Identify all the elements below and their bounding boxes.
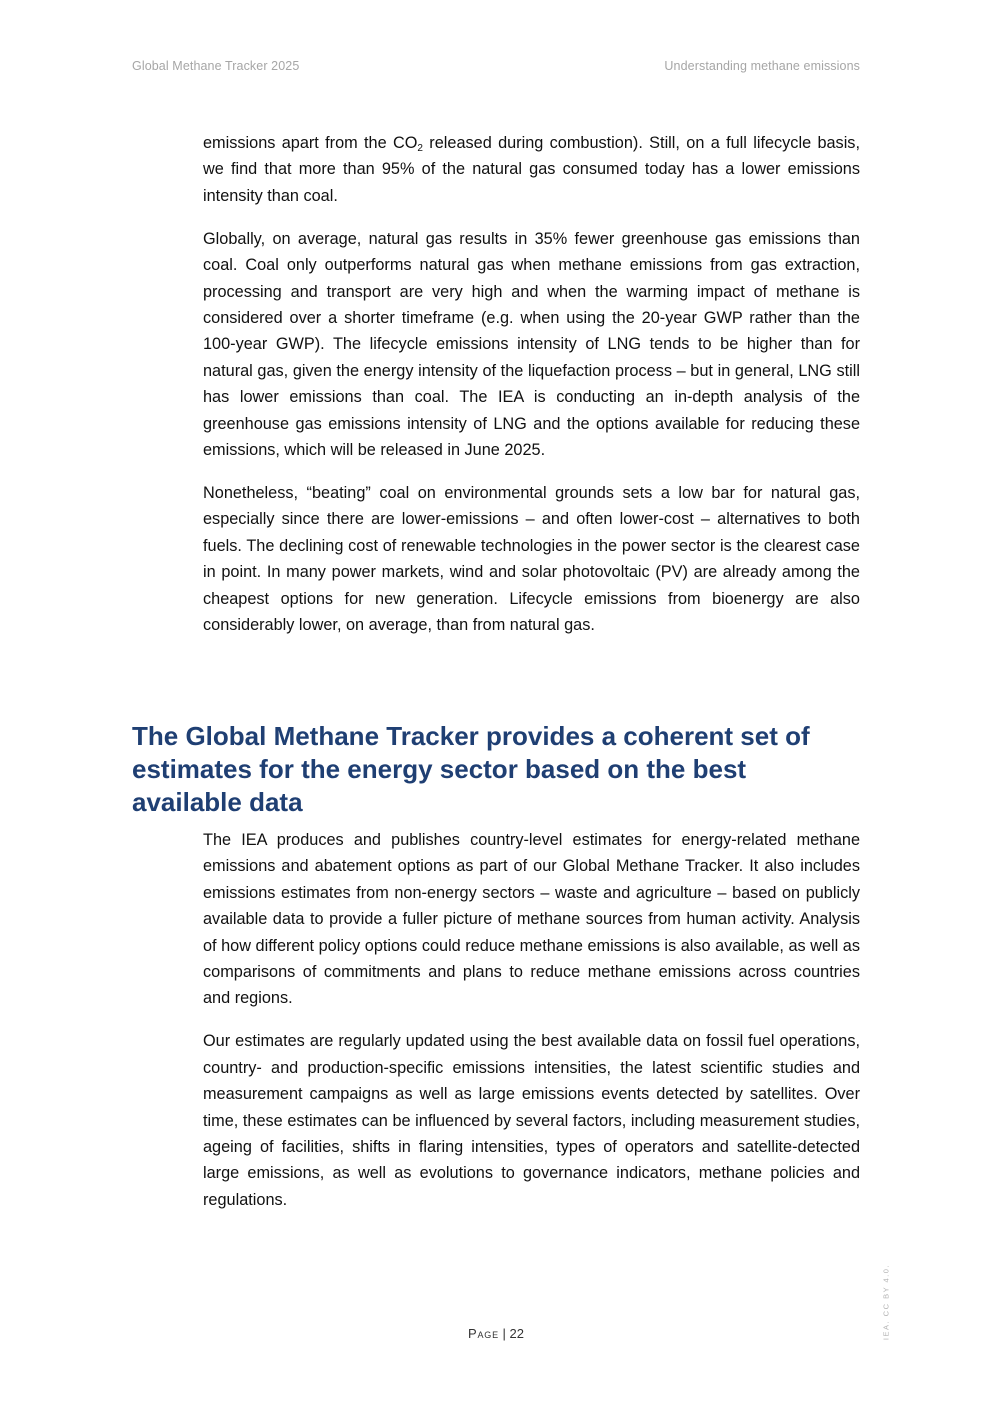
- page-footer: [0, 1326, 992, 1341]
- license-notice: IEA. CC BY 4.0.: [881, 1263, 891, 1341]
- page-number: 22: [509, 1326, 524, 1341]
- paragraph-iea-estimates: The IEA produces and publishes country-level estimates for energy-related methane emissions and abatement options as part of our Global Methane Tracker. It also includes emissions estimates from non-energy sectors – waste and agriculture – based on publicly available data to provide a fuller picture of methane sources from human activity. Analysis of how different policy options could reduce methane emissions is also available, as well as comparisons of commitments and plans to reduce methane emissions across countries and regions.: [203, 831, 860, 1008]
- body-text-top: [203, 130, 860, 655]
- page-label: Page: [468, 1326, 499, 1341]
- body-text-section: [203, 827, 860, 1230]
- page-separator: |: [498, 1326, 510, 1341]
- header-report-title: Global Methane Tracker 2025: [132, 59, 300, 73]
- co2-subscript: 2: [417, 143, 423, 154]
- paragraph-gas-vs-coal: Globally, on average, natural gas results in 35% fewer greenhouse gas emissions than coal. Coal only outperforms natural gas when methane emissions from gas extraction, processing and transport are very high and when the warming impact of methane is considered over a shorter timeframe (e.g. when using the 20-year GWP rather than the 100-year GWP). The lifecycle emissions intensity of LNG tends to be higher than for natural gas, given the energy intensity of the liquefaction process – but in general, LNG still has lower emissions than coal. The IEA is conducting an in-depth analysis of the greenhouse gas emissions intensity of LNG and the options available for reducing these emissions, which will be released in June 2025.: [203, 229, 860, 459]
- paragraph-combustion-start: emissions apart from the CO: [203, 134, 418, 152]
- header-chapter-title: Understanding methane emissions: [664, 59, 860, 73]
- paragraph-beating-coal: Nonetheless, “beating” coal on environmental grounds sets a low bar for natural gas, especially since there are lower-emissions – and often lower-cost – alternatives to both fuels. The declining cost of renewable technologies in the power sector is the clearest case in point. In many power markets, wind and solar photovoltaic (PV) are already among the cheapest options for new generation. Lifecycle emissions from bioenergy are also considerably lower, on average, than from natural gas.: [203, 483, 860, 634]
- running-header: [132, 59, 860, 75]
- paragraph-combustion: [203, 130, 860, 209]
- paragraph-estimate-updates: Our estimates are regularly updated using the best available data on fossil fuel operations, country- and production-specific emissions intensities, the latest scientific studies and measurement campaigns as well as large emissions events detected by satellites. Over time, these estimates can be influenced by several factors, including measurement studies, ageing of facilities, shifts in flaring intensities, types of operators and satellite-detected large emissions, as well as evolutions to governance indicators, methane policies and regulations.: [203, 1032, 860, 1209]
- section-heading: The Global Methane Tracker provides a coherent set of estimates for the energy sector based on the best available data: [132, 721, 810, 817]
- paragraph-combustion-end: released during combustion). Still, on a full lifecycle basis, we find that more than 95% of the natural gas consumed today has a lower emissions intensity than coal.: [203, 134, 860, 205]
